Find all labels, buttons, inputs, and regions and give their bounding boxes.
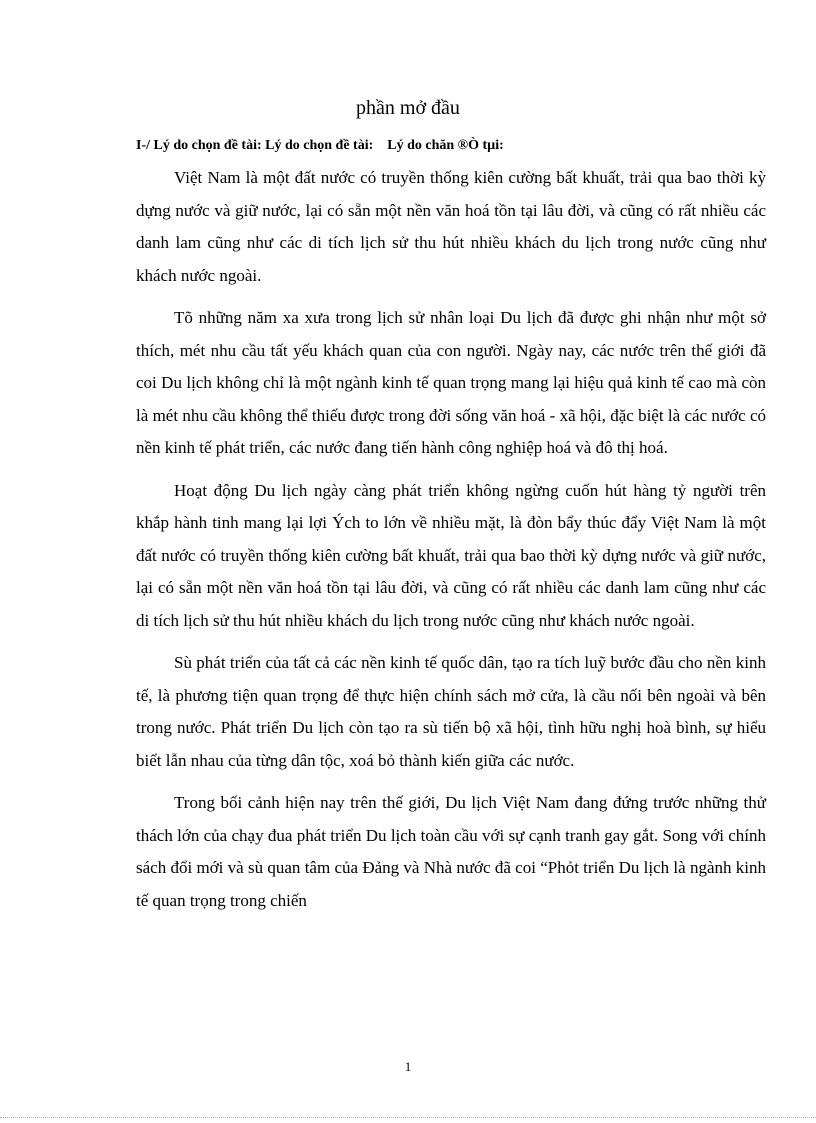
paragraph: Việt Nam là một đất nước có truyền thống kiên cường bất khuất, trải qua bao thời kỳ dựng nước và giữ nước, lại có sẵn một nền văn hoá tồn tại lâu đời, và cũng có rất nhiều các danh lam cũng như các di tích lịch sử thu hút nhiều khách du lịch trong nước cũng như khách nước ngoài. <box>136 168 766 285</box>
document-body <box>136 162 766 927</box>
paragraph: Tõ những năm xa xưa trong lịch sử nhân loại Du lịch đã được ghi nhận như một sở thích, mét nhu cầu tất yếu khách quan của con người. Ngày nay, các nước trên thế giới đã coi Du lịch không chỉ là một ngành kinh tế quan trọng mang lại hiệu quả kinh tế cao mà còn là mét nhu cầu không thể thiếu được trong đời sống văn hoá - xã hội, đặc biệt là các nước có nền kinh tế phát triển, các nước đang tiến hành công nghiệp hoá và đô thị hoá. <box>136 308 766 457</box>
section-heading: I-/ Lý do chọn đề tài: Lý do chọn đề tài: Lý do chăn ®Ò tµi: <box>136 138 504 153</box>
paragraph: Trong bối cảnh hiện nay trên thế giới, Du lịch Việt Nam đang đứng trước những thử thách lớn của chạy đua phát triển Du lịch toàn cầu với sự cạnh tranh gay gắt. Song với chính sách đổi mới và sù quan tâm của Đảng và Nhà nước đã coi “Phỏt triển Du lịch là ngành kinh tế quan trọng trong chiến <box>136 793 766 910</box>
document-title: phần mở đầu <box>356 97 460 119</box>
page-number: 1 <box>404 1059 412 1074</box>
paragraph: Sù phát triển của tất cả các nền kinh tế quốc dân, tạo ra tích luỹ bước đầu cho nền kinh tế, là phương tiện quan trọng để thực hiện chính sách mở cửa, là cầu nối bên ngoài và bên trong nước. Phát triển Du lịch còn tạo ra sù tiến bộ xã hội, tình hữu nghị hoà bình, sự hiểu biết lẫn nhau của từng dân tộc, xoá bỏ thành kiến giữa các nước. <box>136 653 766 770</box>
paragraph: Hoạt động Du lịch ngày càng phát triển không ngừng cuốn hút hàng tỷ người trên khắp hành tinh mang lại lợi Ých to lớn về nhiều mặt, là đòn bẩy thúc đẩy Việt Nam là một đất nước có truyền thống kiên cường bất khuất, trải qua bao thời kỳ dựng nước và giữ nước, lại có sẵn một nền văn hoá tồn tại lâu đời, và cũng có rất nhiều các danh lam cũng như các di tích lịch sử thu hút nhiều khách du lịch trong nước cũng như khách nước ngoài. <box>136 480 766 630</box>
page-divider <box>0 1117 816 1118</box>
